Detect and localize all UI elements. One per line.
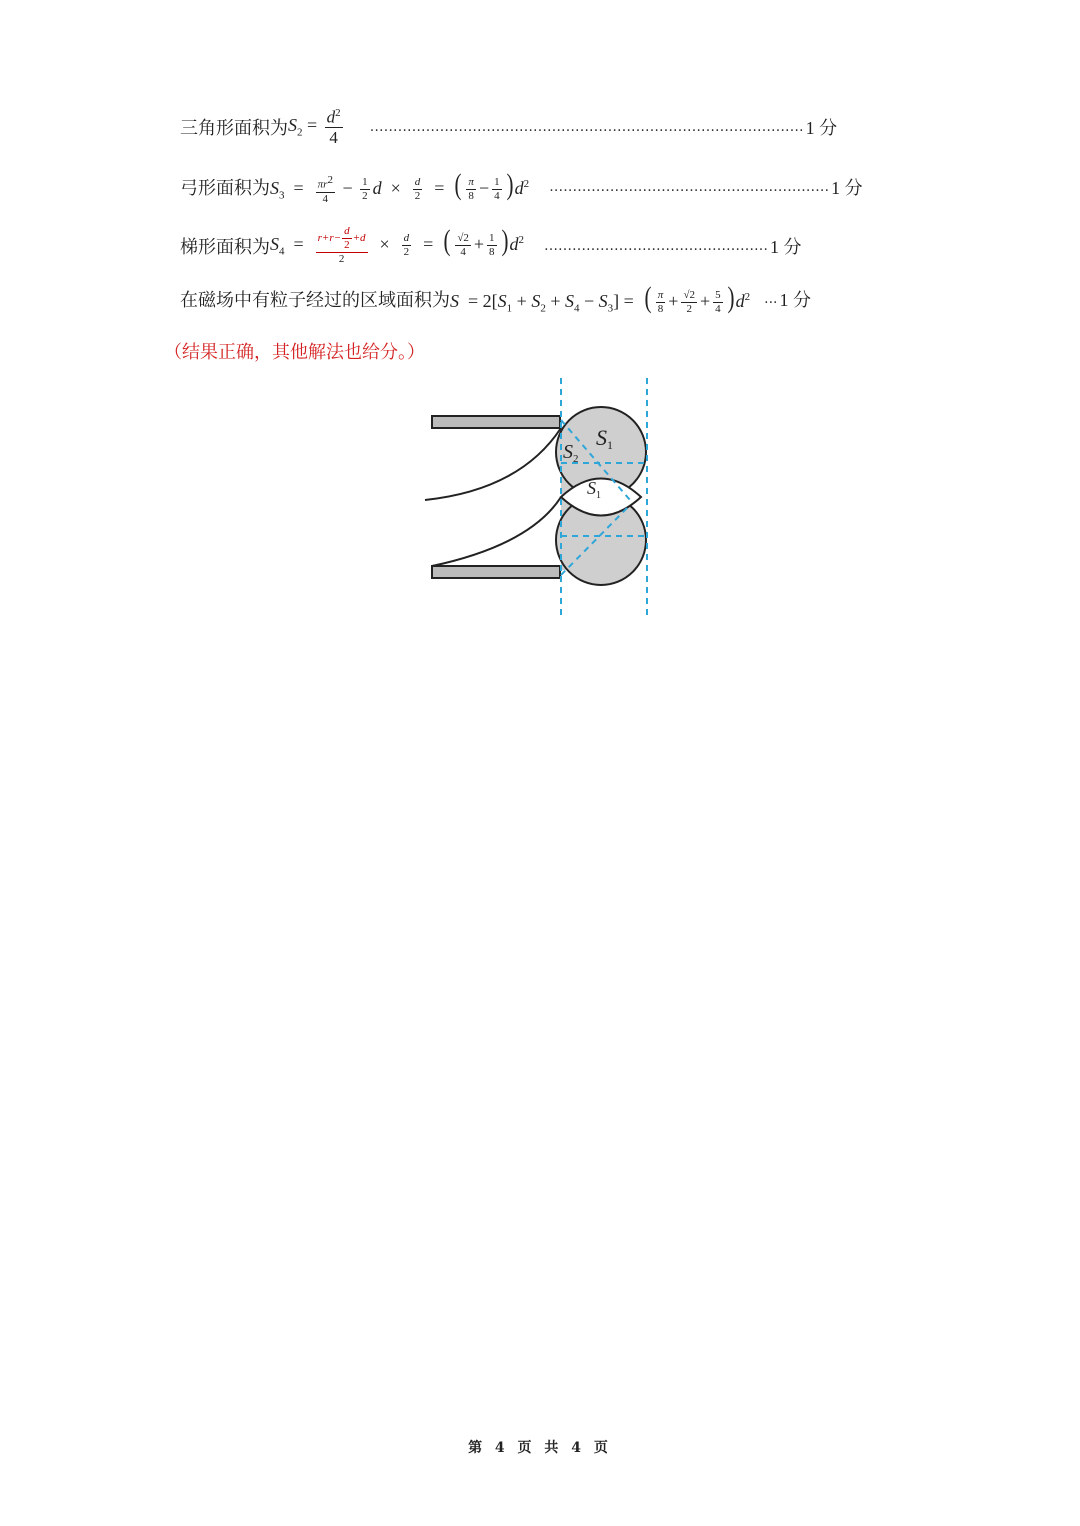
total-formula: $S = 2[S_1 + S_2 + S_4 - S_3]$ = ( $\frac{\pi}{8}$ + $\frac{√2}{2}$ + $\frac{5}{4}$ )$d^2$ [450,281,751,316]
label-s1-mid: $S_1$ [587,478,601,501]
lower-plate [432,566,560,578]
segment-formula: $S_3$ = $\frac{\pi r^2}{4}$ − $\frac{1}{2}$ d × $\frac{d}{2}$ = ( $\frac{\pi}{8}$ − $\frac{1}{4}$ )$d^2$ [270,168,530,205]
score: 1 分 [779,290,812,311]
leader-dots: ………………………………………………………………………………… [369,118,804,135]
score: 1 分 [831,178,863,199]
segment-label: 弓形面积为 [180,178,270,200]
upper-plate [432,416,560,428]
score: 1 分 [770,236,802,257]
triangle-formula: $S_2$ = $\frac{d^2}{4}$ [288,107,341,147]
lower-trajectory [432,497,561,566]
triangle-label: 三角形面积为 [180,117,288,139]
trapezoid-label: 梯形面积为 [180,236,270,258]
leader-dots: ………………………………………… [544,237,769,254]
leader-dots: …………………………………………………… [549,179,830,196]
label-s2: $S_2$ [563,441,579,465]
score: 1 分 [805,117,838,138]
upper-trajectory [425,428,561,500]
leader-dots: ... [764,291,778,308]
grading-note: （结果正确，其他解法也给分。） [164,342,425,363]
trapezoid-formula: $S_4$ = r+r− $\frac{d}{2}$ +d 2 × $\frac{d}{2}$ = ( $\frac{√2}{4}$ + $\frac{1}{8}$ )$d^2$ [270,224,525,266]
label-s1-top: S1 [596,425,613,452]
total-label: 在磁场中有粒子经过的区域面积为 [180,290,450,312]
page-footer: 第 4 页 共 4 页 [468,1440,612,1456]
